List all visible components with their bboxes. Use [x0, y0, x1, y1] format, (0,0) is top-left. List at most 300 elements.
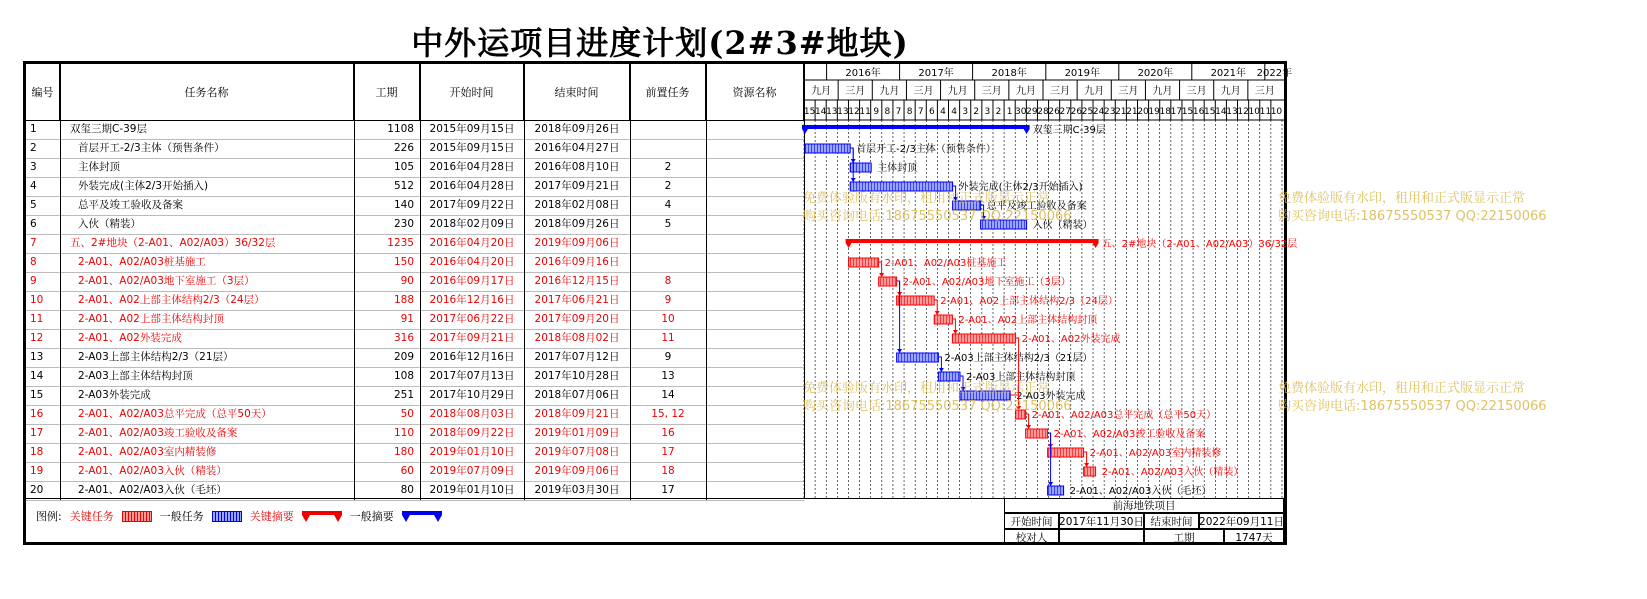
project-start: 2017年11月30日	[1059, 513, 1144, 529]
quarter-label: 三月	[913, 86, 934, 97]
task-row[interactable]	[26, 196, 806, 215]
bar-label: 2-A03上部主体结构2/3（21层）	[944, 353, 1093, 364]
year-label: 2016年	[845, 68, 881, 79]
task-duration: 150	[393, 256, 414, 268]
day-label: 8	[884, 107, 891, 117]
task-bar	[1084, 467, 1096, 476]
task-start: 2016年04月28日	[429, 161, 515, 173]
task-duration: 140	[393, 199, 414, 211]
day-label: 4	[940, 107, 946, 117]
task-start: 2015年09月15日	[429, 142, 515, 154]
year-label: 2022年	[1256, 68, 1293, 79]
task-resource	[706, 196, 804, 215]
day-label: 10	[1270, 107, 1283, 117]
legend-critical-task-swatch	[122, 511, 152, 522]
task-resource	[706, 329, 804, 348]
task-resource	[706, 462, 804, 481]
task-duration: 180	[393, 446, 414, 458]
bar-label: 2-A01、A02外装完成	[1021, 334, 1121, 345]
day-label: 12	[1237, 107, 1249, 117]
day-label: 9	[873, 107, 880, 117]
day-label: 10	[1248, 107, 1260, 117]
task-row[interactable]	[26, 177, 806, 196]
task-duration: 1108	[387, 123, 414, 135]
duration-label: 工期	[1144, 529, 1224, 545]
day-label: 21	[1115, 107, 1127, 117]
task-id: 15	[30, 389, 44, 401]
bar-label: 主体封顶	[877, 163, 918, 174]
day-label: 2	[973, 107, 980, 117]
task-duration: 251	[393, 389, 414, 401]
task-end: 2016年09月16日	[534, 256, 620, 268]
task-id: 7	[30, 237, 37, 249]
task-name: 2-A01、A02外装完成	[78, 332, 182, 344]
task-bar	[1026, 429, 1048, 438]
task-pred	[630, 253, 706, 272]
task-id: 11	[30, 313, 44, 325]
watermark-3: 免费体验版有水印，租用和正式版显示正常 购买咨询电话:18675550537 QQ:22150066	[803, 381, 1072, 414]
task-row[interactable]	[26, 443, 806, 462]
task-pred: 9	[664, 294, 672, 306]
task-name: 2-A01、A02/A03室内精装修	[78, 446, 217, 458]
quarter-label: 九月	[1220, 86, 1241, 97]
dependency-line	[897, 281, 900, 353]
task-id: 14	[30, 370, 44, 382]
checker	[1059, 529, 1144, 545]
bar-label: 2-A01、A02上部主体结构封顶	[958, 315, 1098, 326]
task-id: 19	[30, 465, 44, 477]
bar-label: 2-A01、A02/A03地下室施工（3层）	[902, 277, 1071, 288]
task-name: 首层开工-2/3主体（预售条件）	[78, 142, 225, 154]
day-label: 4	[951, 107, 957, 117]
header-name: 任务名称	[60, 64, 354, 120]
day-label: 13	[1226, 107, 1238, 117]
task-start: 2016年12月16日	[429, 351, 515, 363]
task-bar	[849, 258, 879, 267]
task-end: 2017年07月12日	[534, 351, 620, 363]
day-label: 14	[1215, 107, 1227, 117]
dependency-arrow	[939, 368, 944, 372]
task-name: 外装完成(主体2/3开始插入)	[78, 180, 209, 192]
project-duration: 1747天	[1224, 529, 1284, 545]
year-label: 2021年	[1210, 68, 1247, 79]
task-row[interactable]	[26, 405, 806, 424]
task-pred: 17	[661, 484, 675, 496]
task-name: 2-A01、A02/A03桩基施工	[78, 256, 206, 268]
task-start: 2016年09月17日	[429, 275, 515, 287]
column-divider	[706, 64, 707, 500]
task-resource	[706, 405, 804, 424]
day-label: 28	[1037, 107, 1049, 117]
task-duration: 60	[400, 465, 414, 477]
task-end: 2018年07月06日	[534, 389, 620, 401]
task-pred: 11	[661, 332, 675, 344]
dependency-arrow	[935, 311, 940, 315]
task-row[interactable]	[26, 310, 806, 329]
dependency-arrow	[897, 349, 902, 353]
day-label: 23	[1103, 107, 1116, 117]
task-id: 20	[30, 484, 44, 496]
task-start: 2017年09月21日	[429, 332, 515, 344]
task-name: 总平及竣工验收及备案	[78, 199, 183, 211]
year-label: 2019年	[1064, 68, 1101, 79]
task-pred: 2	[664, 161, 672, 173]
bar-label: 2-A01、A02/A03总平完成（总平50天）	[1031, 410, 1217, 421]
task-bar	[934, 315, 952, 324]
task-resource	[706, 120, 804, 139]
task-name: 2-A03上部主体结构2/3（21层）	[78, 351, 234, 363]
task-end: 2019年01月09日	[534, 427, 620, 439]
task-end: 2017年06月21日	[534, 294, 620, 306]
task-row[interactable]	[26, 215, 806, 234]
task-end: 2018年09月26日	[534, 218, 620, 230]
gantt-chart	[803, 64, 1298, 498]
task-name: 2-A01、A02上部主体结构封顶	[78, 313, 224, 325]
day-label: 27	[1059, 107, 1071, 117]
task-name: 2-A01、A02/A03地下室施工（3层）	[78, 275, 255, 287]
task-id: 12	[30, 332, 44, 344]
column-divider	[354, 64, 355, 500]
header-resource: 资源名称	[706, 64, 804, 120]
header-id: 编号	[26, 64, 60, 120]
summary-bar	[802, 125, 1030, 134]
bar-label: 五、2#地块（2-A01、A02/A03）36/32层	[1101, 239, 1298, 250]
task-row[interactable]	[26, 139, 806, 158]
task-start: 2017年10月29日	[429, 389, 515, 401]
task-duration: 512	[393, 180, 414, 192]
task-name: 2-A01、A02/A03总平完成（总平50天）	[78, 408, 272, 420]
legend-critical-summary-label: 关键摘要	[249, 510, 294, 523]
task-id: 9	[30, 275, 37, 287]
task-duration: 105	[393, 161, 414, 173]
day-label: 17	[1170, 107, 1183, 117]
task-pred: 13	[661, 370, 675, 382]
quarter-label: 三月	[1254, 86, 1275, 97]
task-name: 2-A01、A02/A03入伙（毛坯）	[78, 484, 227, 496]
task-pred: 18	[661, 465, 675, 477]
task-end: 2017年09月20日	[534, 313, 620, 325]
task-row[interactable]	[26, 291, 806, 310]
task-end: 2017年10月28日	[534, 370, 620, 382]
day-label: 7	[917, 107, 924, 117]
watermark-4: 免费体验版有水印，租用和正式版显示正常 购买咨询电话:18675550537 QQ:22150066	[1278, 381, 1547, 414]
dependency-arrow	[1084, 463, 1089, 467]
task-resource	[706, 348, 804, 367]
column-divider	[524, 64, 525, 500]
day-label: 12	[848, 107, 860, 117]
task-name: 2-A01、A02上部主体结构2/3（24层）	[78, 294, 265, 306]
day-label: 13	[826, 107, 838, 117]
legend-normal-task-swatch	[212, 511, 242, 522]
task-resource	[706, 367, 804, 386]
task-bar	[1048, 448, 1084, 457]
task-resource	[706, 215, 804, 234]
task-bar	[952, 334, 1015, 343]
day-label: 8	[906, 107, 913, 117]
quarter-label: 三月	[1118, 86, 1139, 97]
legend-normal-task-label: 一般任务	[159, 510, 204, 523]
task-id: 10	[30, 294, 44, 306]
bar-label: 2-A03上部主体结构封顶	[966, 372, 1076, 383]
task-end: 2018年09月26日	[534, 123, 620, 135]
column-divider	[630, 64, 631, 500]
day-label: 29	[1026, 107, 1038, 117]
task-id: 1	[30, 123, 37, 135]
task-duration: 80	[400, 484, 414, 496]
task-pred: 10	[661, 313, 675, 325]
bar-label: 首层开工-2/3主体（预售条件）	[856, 144, 996, 155]
task-name: 入伙（精装）	[78, 218, 141, 230]
task-end: 2019年09月06日	[534, 465, 620, 477]
bar-label: 2-A01、A02/A03入伙（精装）	[1101, 467, 1244, 478]
task-start: 2015年09月15日	[429, 123, 515, 135]
day-label: 7	[895, 107, 902, 117]
task-duration: 316	[393, 332, 414, 344]
day-label: 26	[1070, 107, 1083, 117]
task-pred: 17	[661, 446, 675, 458]
task-duration: 91	[400, 313, 414, 325]
day-label: 30	[1015, 107, 1027, 117]
task-resource	[706, 234, 804, 253]
day-label: 11	[1259, 107, 1272, 117]
quarter-label: 九月	[879, 86, 900, 97]
task-pred	[630, 234, 706, 253]
task-name: 主体封顶	[78, 161, 120, 173]
task-id: 4	[30, 180, 37, 192]
gantt-frame	[23, 61, 1298, 545]
task-end: 2018年02月08日	[534, 199, 620, 211]
project-name: 前海地铁项目	[1004, 498, 1284, 513]
dependency-arrow	[953, 330, 958, 334]
quarter-label: 三月	[845, 86, 866, 97]
year-label: 2020年	[1137, 68, 1174, 79]
day-label: 19	[1148, 107, 1160, 117]
task-row[interactable]	[26, 386, 806, 405]
day-label: 3	[962, 107, 969, 117]
column-divider	[420, 64, 421, 500]
task-duration: 1235	[387, 237, 414, 249]
summary-bar	[846, 239, 1099, 248]
task-id: 6	[30, 218, 37, 230]
watermark-2: 免费体验版有水印，租用和正式版显示正常 购买咨询电话:18675550537 QQ:22150066	[1278, 191, 1547, 224]
task-duration: 230	[393, 218, 414, 230]
legend-critical-summary-swatch	[302, 509, 342, 523]
day-label: 26	[1048, 107, 1060, 117]
task-row[interactable]	[26, 348, 806, 367]
task-duration: 50	[400, 408, 414, 420]
dependency-arrow	[1026, 425, 1031, 429]
task-row[interactable]	[26, 424, 806, 443]
task-start: 2017年09月22日	[429, 199, 515, 211]
dependency-arrow	[851, 178, 856, 182]
row-divider	[26, 500, 804, 501]
task-duration: 209	[393, 351, 414, 363]
day-label: 25	[1081, 107, 1094, 117]
quarter-label: 九月	[1152, 86, 1173, 97]
task-row[interactable]	[26, 253, 806, 272]
task-duration: 108	[393, 370, 414, 382]
task-pred: 16	[661, 427, 675, 439]
task-end: 2019年03月30日	[534, 484, 620, 496]
bar-label: 2-A01、A02/A03入伙（毛坯）	[1069, 486, 1212, 497]
day-label: 24	[1092, 107, 1105, 117]
day-label: 11	[859, 107, 871, 117]
task-bar	[879, 277, 897, 286]
task-resource	[706, 386, 804, 405]
legend-critical-task-label: 关键任务	[69, 510, 114, 523]
task-name: 双玺三期C-39层	[70, 123, 147, 135]
watermark-1: 免费体验版有水印，租用和正式版显示正常 购买咨询电话:18675550537 QQ:22150066	[803, 191, 1072, 224]
task-end: 2019年09月06日	[534, 237, 620, 249]
task-pred: 14	[661, 389, 675, 401]
task-start: 2018年02月09日	[429, 218, 515, 230]
task-start: 2016年04月20日	[429, 237, 515, 249]
day-label: 15	[803, 107, 816, 117]
bar-label: 入伙（精装）	[1032, 220, 1093, 231]
year-label: 2017年	[918, 68, 954, 79]
dependency-line	[1048, 433, 1051, 486]
task-resource	[706, 291, 804, 310]
task-duration: 188	[393, 294, 414, 306]
task-name: 2-A03上部主体结构封顶	[78, 370, 193, 382]
task-pred: 15, 12	[651, 408, 685, 420]
day-label: 2	[995, 107, 1002, 117]
bar-label: 2-A01、A02上部主体结构2/3（24层）	[940, 296, 1118, 307]
task-row[interactable]	[26, 329, 806, 348]
quarter-label: 九月	[1084, 86, 1105, 97]
task-start: 2019年01月10日	[429, 484, 515, 496]
day-label: 15	[1181, 107, 1194, 117]
task-id: 17	[30, 427, 44, 439]
year-label: 2018年	[991, 68, 1027, 79]
task-end: 2017年09月21日	[534, 180, 620, 192]
header-pred: 前置任务	[630, 64, 706, 120]
quarter-label: 九月	[1015, 86, 1036, 97]
task-name: 2-A01、A02/A03竣工验收及备案	[78, 427, 238, 439]
day-label: 18	[1159, 107, 1172, 117]
task-id: 8	[30, 256, 37, 268]
quarter-label: 九月	[811, 86, 832, 97]
task-row[interactable]	[26, 234, 806, 253]
header-duration: 工期	[354, 64, 420, 120]
bar-label: 总平及竣工验收及备案	[986, 201, 1087, 212]
task-start: 2018年09月22日	[429, 427, 515, 439]
task-bar	[897, 353, 939, 362]
day-label: 1	[1006, 107, 1013, 117]
task-resource	[706, 443, 804, 462]
task-resource	[706, 158, 804, 177]
day-label: 14	[814, 107, 827, 117]
task-row[interactable]	[26, 120, 806, 139]
bar-label: 2-A01、A02/A03竣工验收及备案	[1053, 429, 1206, 440]
legend-label: 图例:	[36, 510, 62, 523]
legend	[36, 508, 442, 524]
bar-label: 2-A03外装完成	[1016, 391, 1086, 402]
task-start: 2016年12月16日	[429, 294, 515, 306]
task-name: 2-A03外装完成	[78, 389, 151, 401]
task-name: 2-A01、A02/A03入伙（精装）	[78, 465, 227, 477]
task-start: 2017年07月13日	[429, 370, 515, 382]
task-row[interactable]	[26, 367, 806, 386]
task-start: 2019年01月10日	[429, 446, 515, 458]
task-duration: 90	[400, 275, 414, 287]
bar-label: 外装完成(主体2/3开始插入)	[958, 182, 1083, 193]
task-duration: 226	[393, 142, 414, 154]
task-id: 5	[30, 199, 37, 211]
task-id: 3	[30, 161, 37, 173]
dependency-arrow	[879, 273, 884, 277]
task-id: 16	[30, 408, 44, 420]
task-end: 2018年09月21日	[534, 408, 620, 420]
project-info	[1004, 498, 1284, 545]
quarter-label: 三月	[1050, 86, 1071, 97]
task-resource	[706, 310, 804, 329]
project-start-label: 开始时间	[1004, 513, 1059, 529]
task-resource	[706, 139, 804, 158]
column-divider	[60, 64, 61, 500]
task-start: 2017年06月22日	[429, 313, 515, 325]
task-end: 2016年04月27日	[534, 142, 620, 154]
task-row[interactable]	[26, 272, 806, 291]
task-pred	[630, 139, 706, 158]
task-end: 2016年12月15日	[534, 275, 620, 287]
task-row[interactable]	[26, 462, 806, 481]
task-row[interactable]	[26, 158, 806, 177]
checker-label: 校对人	[1004, 529, 1059, 545]
task-end: 2018年08月02日	[534, 332, 620, 344]
bar-label: 2-A01、A02/A03室内精装修	[1089, 448, 1222, 459]
task-end: 2016年08月10日	[534, 161, 620, 173]
day-label: 15	[1204, 107, 1216, 117]
quarter-label: 三月	[1186, 86, 1207, 97]
task-resource	[706, 253, 804, 272]
task-bar	[1048, 486, 1064, 495]
project-end: 2022年09月11日	[1199, 513, 1284, 529]
bar-label: 2-A01、A02/A03桩基施工	[884, 258, 1007, 269]
task-end: 2019年07月08日	[534, 446, 620, 458]
day-label: 16	[1192, 107, 1205, 117]
task-id: 13	[30, 351, 44, 363]
task-start: 2019年07月09日	[429, 465, 515, 477]
task-pred: 2	[664, 180, 672, 192]
legend-normal-summary-label: 一般摘要	[349, 510, 394, 523]
task-resource	[706, 424, 804, 443]
header-start: 开始时间	[420, 64, 524, 120]
task-pred: 4	[664, 199, 672, 211]
header-end: 结束时间	[524, 64, 630, 120]
task-name: 五、2#地块（2-A01、A02/A03）36/32层	[70, 237, 276, 249]
task-duration: 110	[393, 427, 414, 439]
task-id: 2	[30, 142, 37, 154]
bar-label: 双玺三期C-39层	[1032, 125, 1106, 136]
task-start: 2016年04月28日	[429, 180, 515, 192]
task-pred: 9	[664, 351, 672, 363]
task-resource	[706, 177, 804, 196]
day-label: 6	[928, 107, 935, 117]
legend-normal-summary-swatch	[402, 509, 442, 523]
project-end-label: 结束时间	[1144, 513, 1199, 529]
task-start: 2016年04月20日	[429, 256, 515, 268]
task-bar	[805, 144, 850, 153]
task-id: 18	[30, 446, 44, 458]
task-bar	[897, 296, 935, 305]
day-label: 21	[1126, 107, 1138, 117]
page-title: 中外运项目进度计划(2#3#地块)	[411, 24, 909, 62]
task-resource	[706, 272, 804, 291]
quarter-label: 九月	[947, 86, 968, 97]
day-label: 3	[984, 107, 991, 117]
task-pred: 8	[664, 275, 672, 287]
